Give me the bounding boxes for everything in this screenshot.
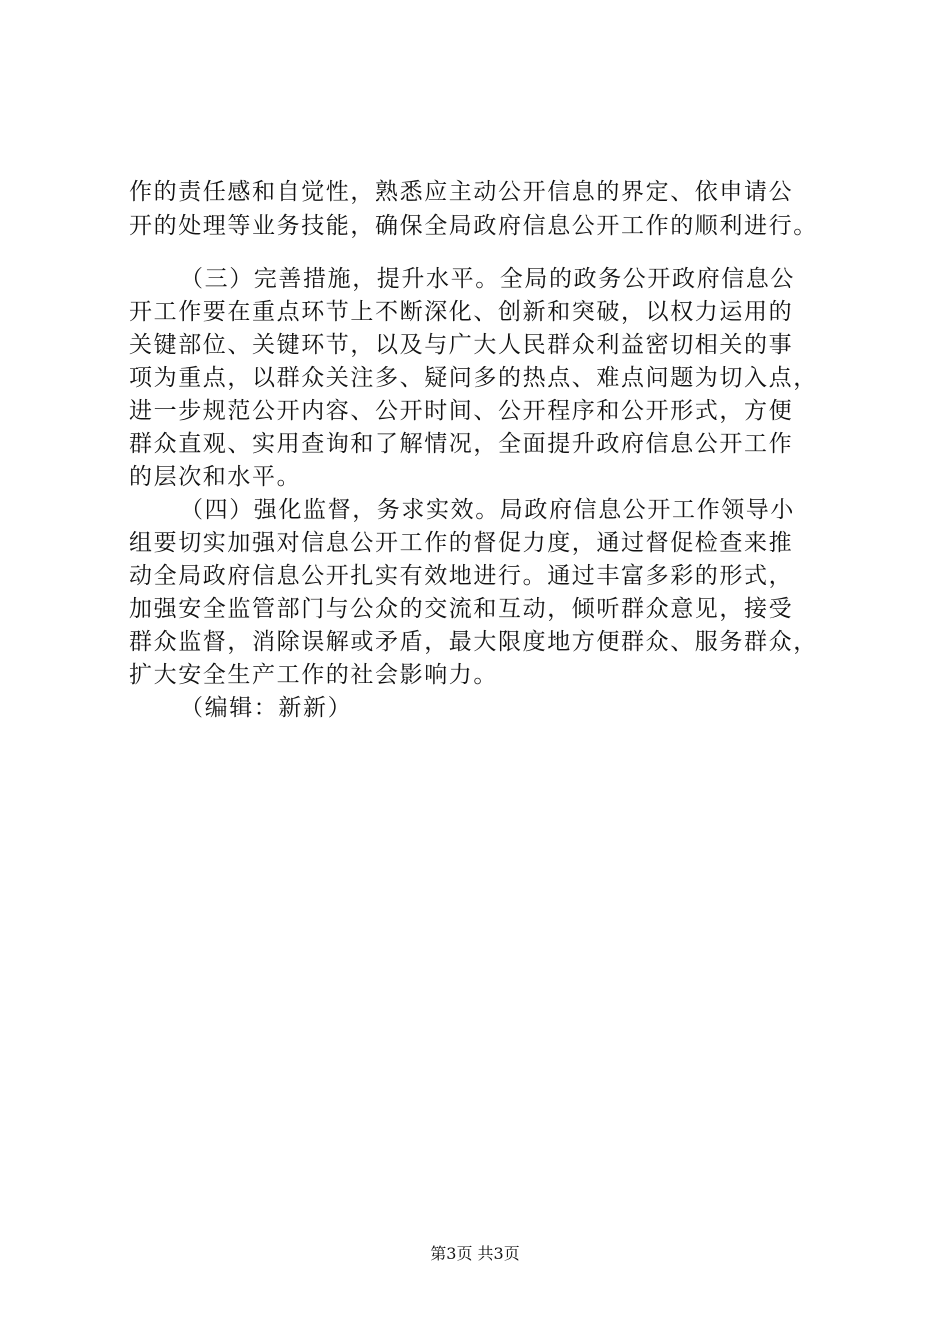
paragraph-2-line-3: 关键部位、关键环节，以及与广大人民群众利益密切相关的事 <box>129 332 794 358</box>
paragraph-2-line-5: 进一步规范公开内容、公开时间、公开程序和公开形式，方便 <box>129 398 794 424</box>
paragraph-3-line-3: 动全局政府信息公开扎实有效地进行。通过丰富多彩的形式， <box>129 563 794 589</box>
paragraph-3-line-6: 扩大安全生产工作的社会影响力。 <box>129 662 498 688</box>
paragraph-1-line-1: 作的责任感和自觉性，熟悉应主动公开信息的界定、依申请公 <box>129 179 794 205</box>
paragraph-3-line-2: 组要切实加强对信息公开工作的督促力度，通过督促检查来推 <box>129 530 794 556</box>
paragraph-2-line-4: 项为重点，以群众关注多、疑问多的热点、难点问题为切入点， <box>129 365 818 391</box>
page-number-footer: 第3页 共3页 <box>430 1244 520 1263</box>
paragraph-3-line-1: （四）强化监督，务求实效。局政府信息公开工作领导小 <box>180 497 795 523</box>
paragraph-2-line-6: 群众直观、实用查询和了解情况，全面提升政府信息公开工作 <box>129 431 794 457</box>
paragraph-2-line-2: 开工作要在重点环节上不断深化、创新和突破，以权力运用的 <box>129 299 794 325</box>
paragraph-2-line-7: 的层次和水平。 <box>129 464 302 490</box>
paragraph-1-line-2: 开的处理等业务技能，确保全局政府信息公开工作的顺利进行。 <box>129 213 818 239</box>
editor-note: （编辑：新新） <box>180 695 353 721</box>
paragraph-3-line-5: 群众监督，消除误解或矛盾，最大限度地方便群众、服务群众， <box>129 629 818 655</box>
paragraph-2-line-1: （三）完善措施，提升水平。全局的政务公开政府信息公 <box>180 266 795 292</box>
paragraph-3-line-4: 加强安全监管部门与公众的交流和互动，倾听群众意见，接受 <box>129 596 794 622</box>
